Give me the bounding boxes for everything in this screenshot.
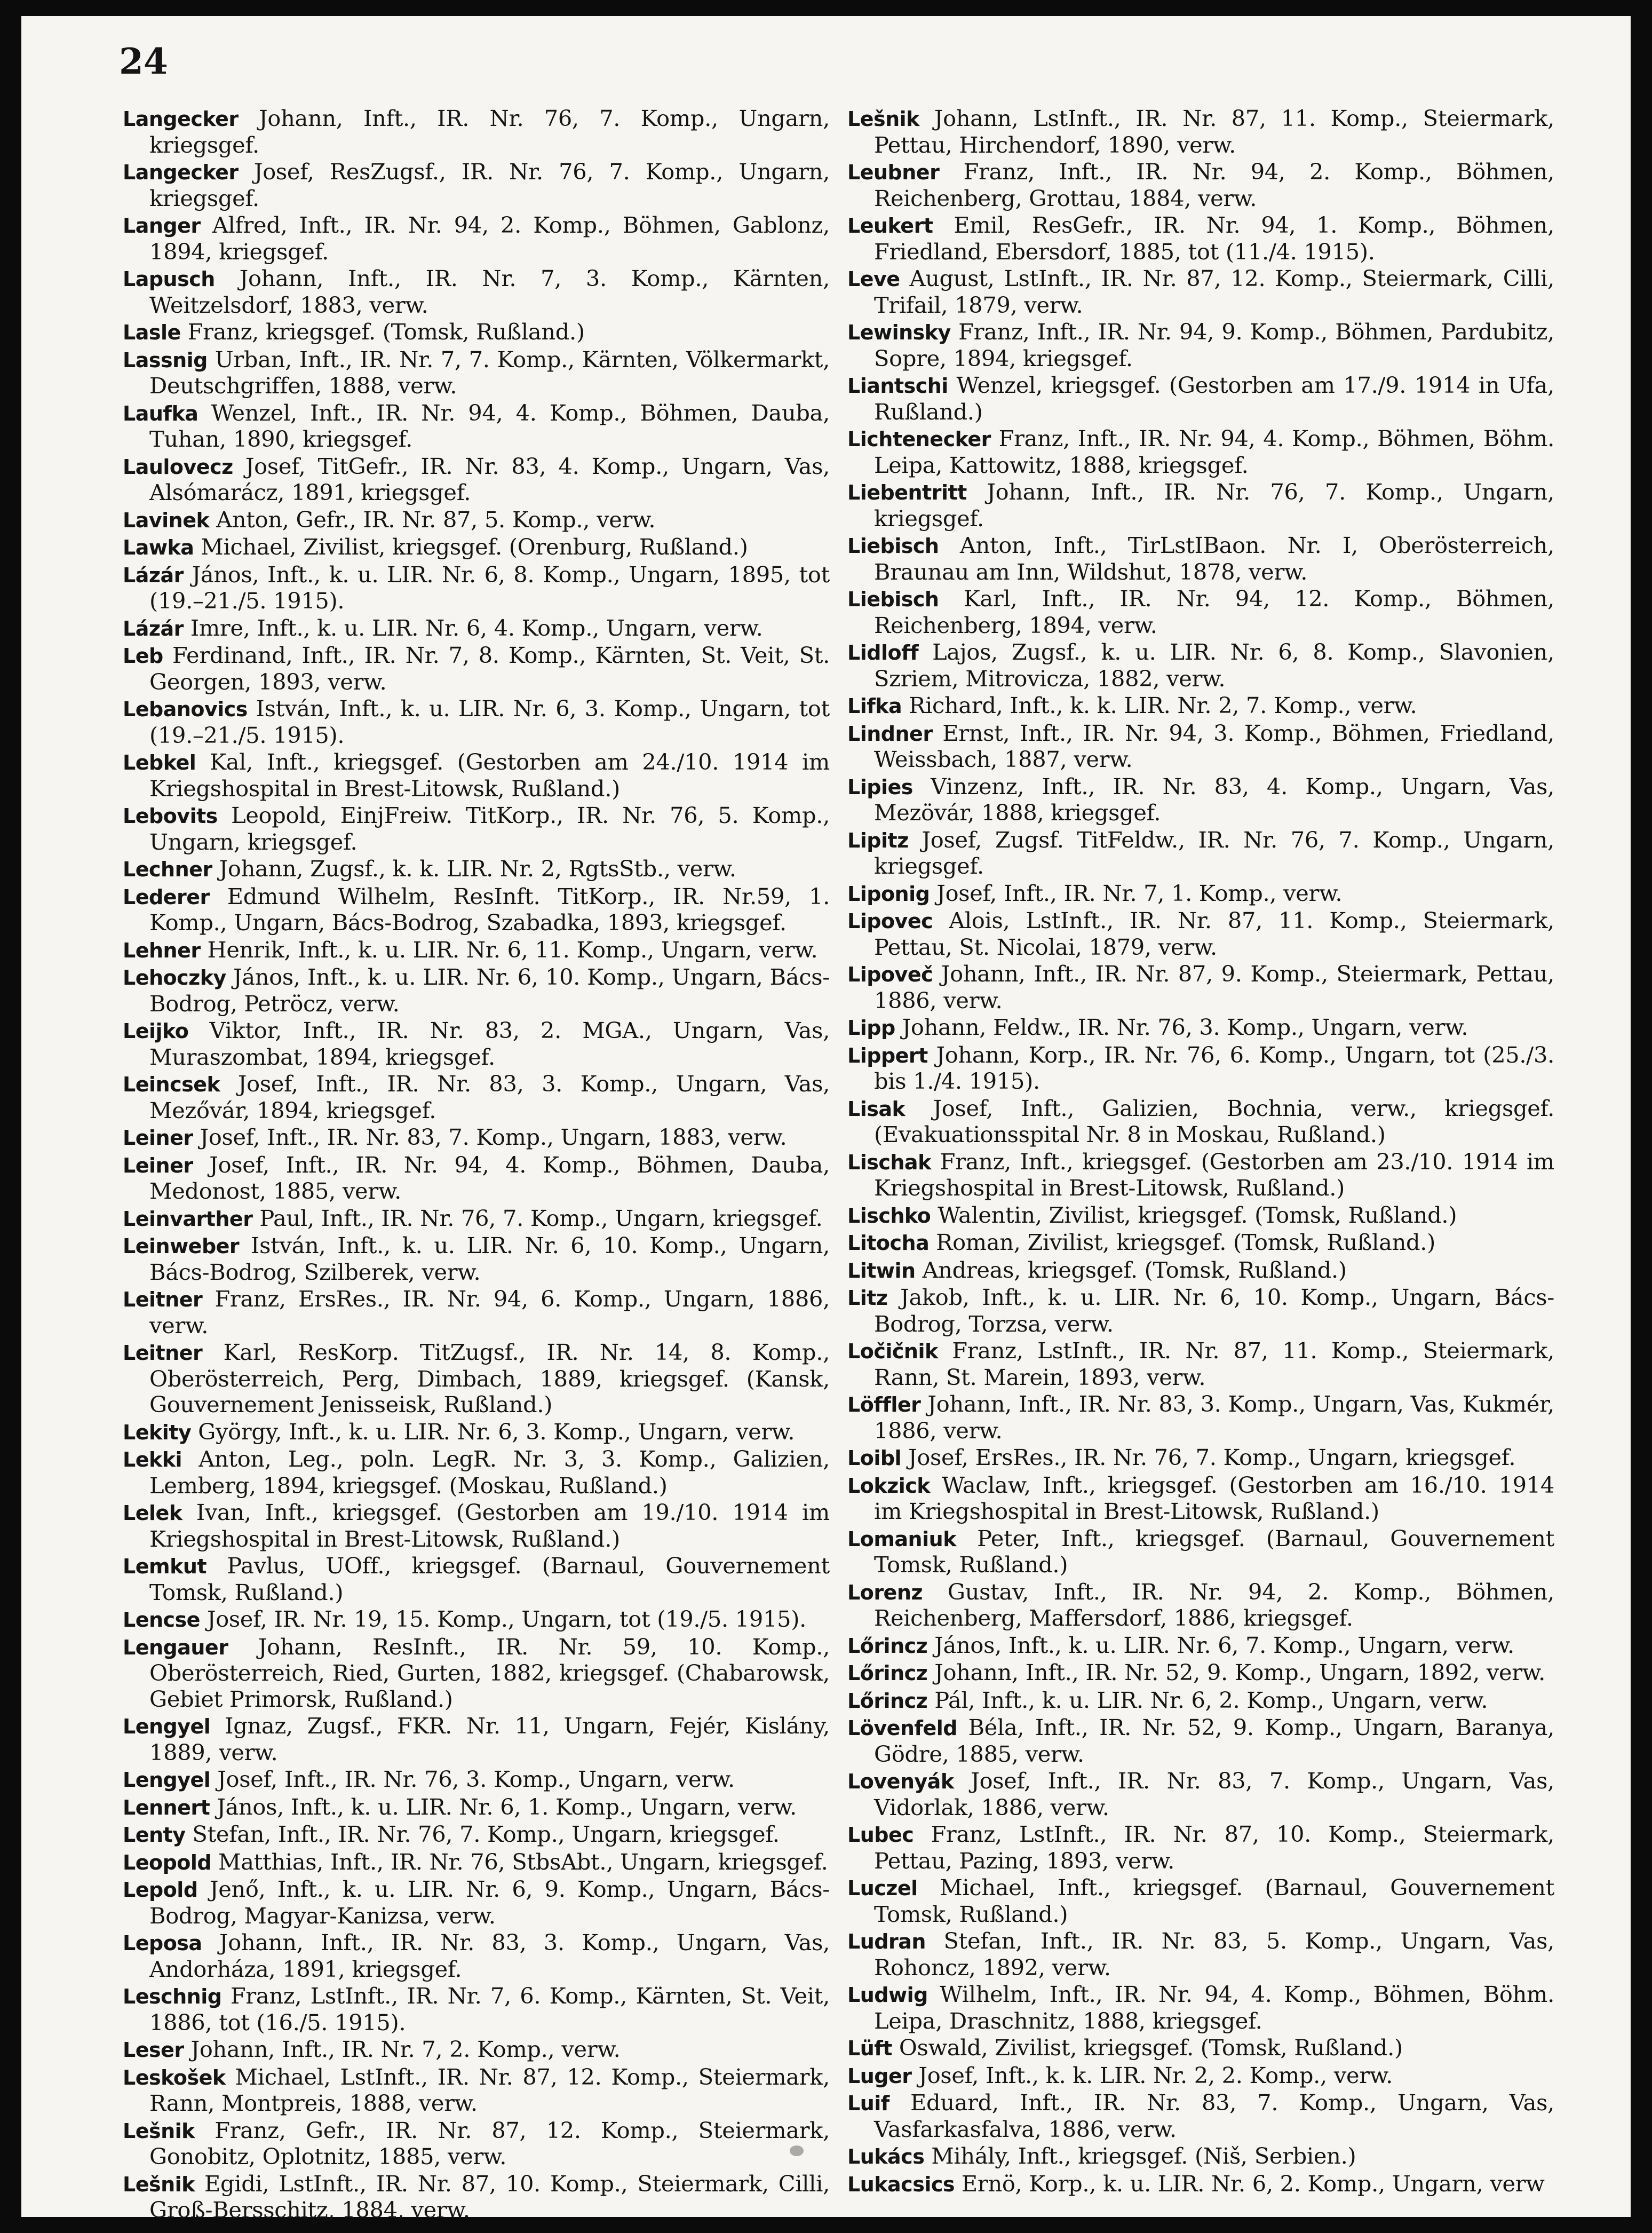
entry-surname: Lukács	[847, 2145, 925, 2168]
entry-surname: Lengyel	[123, 1768, 211, 1792]
register-entry	[847, 533, 1554, 585]
document-page	[21, 16, 1631, 2223]
entry-surname: Lubec	[847, 1823, 914, 1847]
entry-surname: Leukert	[847, 214, 933, 237]
entry-surname: Lőrincz	[847, 1689, 928, 1713]
register-entry	[847, 1768, 1554, 1820]
register-entry	[123, 1125, 830, 1151]
register-entry	[123, 1018, 830, 1070]
entry-surname: Leopold	[123, 1850, 212, 1874]
right-column	[847, 106, 1554, 2198]
entry-surname: Lencse	[123, 1608, 200, 1632]
entry-surname: Lehner	[123, 938, 201, 962]
entry-surname: Lischko	[847, 1203, 931, 1228]
register-entry	[123, 1849, 830, 1876]
register-entry	[123, 1876, 830, 1929]
entry-surname: Leve	[847, 267, 900, 291]
ink-smudge	[790, 2145, 804, 2156]
entry-details: Josef, Inft., IR. Nr. 83, 7. Komp., Ungarn, 1883, verw.	[200, 1124, 787, 1150]
entry-details: György, Inft., k. u. LIR. Nr. 6, 3. Komp., Ungarn, verw.	[198, 1418, 795, 1445]
register-entry	[847, 881, 1554, 907]
entry-surname: Lawka	[123, 536, 194, 559]
entry-details: Richard, Inft., k. k. LIR. Nr. 2, 7. Komp., verw.	[909, 692, 1417, 718]
entry-details: János, Inft., k. u. LIR. Nr. 6, 10. Komp., Ungarn, Bács-Bodrog, Petröcz, verw.	[149, 964, 830, 1017]
entry-surname: Luif	[847, 2092, 889, 2115]
entry-details: Franz, Inft., kriegsgef. (Gestorben am 23./10. 1914 im Kriegshospital in Brest-Litowsk, Rußland.)	[874, 1148, 1554, 1201]
entry-surname: Lőrincz	[847, 1661, 928, 1685]
register-entry	[847, 1715, 1554, 1767]
entry-surname: Liebisch	[847, 588, 939, 611]
entry-details: Alfred, Inft., IR. Nr. 94, 2. Komp., Böhmen, Gablonz, 1894, kriegsgef.	[149, 212, 830, 265]
entry-surname: Leiner	[123, 1126, 193, 1150]
entry-details: Pál, Inft., k. u. LIR. Nr. 6, 2. Komp., Ungarn, verw.	[934, 1686, 1488, 1713]
register-entry	[123, 106, 830, 158]
entry-surname: Ludwig	[847, 1983, 928, 2007]
register-entry	[847, 1257, 1554, 1284]
entry-details: Johann, ResInft., IR. Nr. 59, 10. Komp., Oberösterreich, Ried, Gurten, 1882, kriegsgef. (Chabarowsk, Gebiet Primorsk, Rußland.)	[149, 1633, 830, 1712]
entry-surname: Leser	[123, 2038, 184, 2062]
register-entry	[123, 266, 830, 318]
entry-surname: Leincsek	[123, 1073, 220, 1096]
register-entry	[847, 159, 1554, 211]
entry-surname: Lukacsics	[847, 2172, 955, 2196]
entry-details: János, Inft., k. u. LIR. Nr. 6, 1. Komp., Ungarn, verw.	[217, 1793, 797, 1820]
entry-details: Johann, Inft., IR. Nr. 83, 3. Komp., Ungarn, Vas, Andorháza, 1891, kriegsgef.	[149, 1929, 830, 1982]
register-entry	[847, 1338, 1554, 1390]
entry-details: Anton, Inft., TirLstIBaon. Nr. I, Oberösterreich, Braunau am Inn, Wildshut, 1878, verw.	[874, 532, 1554, 585]
entry-surname: Lokzick	[847, 1474, 931, 1498]
register-entry	[847, 639, 1554, 692]
entry-details: Wenzel, kriegsgef. (Gestorben am 17./9. 1914 in Ufa, Rußland.)	[874, 372, 1554, 425]
entry-surname: Lázár	[123, 563, 184, 587]
entry-details: Ernö, Korp., k. u. LIR. Nr. 6, 2. Komp., Ungarn, verw	[961, 2170, 1545, 2197]
entry-surname: Leitner	[123, 1288, 203, 1311]
entry-details: Josef, Inft., IR. Nr. 7, 1. Komp., verw.	[936, 880, 1343, 906]
entry-details: Franz, kriegsgef. (Tomsk, Rußland.)	[187, 319, 585, 345]
entry-surname: Lelek	[123, 1501, 182, 1525]
entry-surname: Lassnig	[123, 348, 208, 372]
entry-surname: Ludran	[847, 1930, 926, 1953]
entry-details: Anton, Leg., poln. LegR. Nr. 3, 3. Komp., Galizien, Lemberg, 1894, kriegsgef. (Moskau, Rußland.)	[149, 1446, 830, 1499]
entry-details: Michael, Inft., kriegsgef. (Barnaul, Gouvernement Tomsk, Rußland.)	[874, 1874, 1554, 1927]
entry-surname: Lippert	[847, 1043, 928, 1067]
entry-details: Josef, ErsRes., IR. Nr. 76, 7. Komp., Ungarn, kriegsgef.	[908, 1444, 1516, 1470]
register-entry	[847, 2171, 1554, 2198]
register-entry	[123, 1713, 830, 1765]
register-entry	[123, 1233, 830, 1285]
entry-details: Franz, ErsRes., IR. Nr. 94, 6. Komp., Ungarn, 1886, verw.	[149, 1286, 830, 1339]
entry-surname: Lichtenecker	[847, 427, 991, 451]
register-entry	[847, 1230, 1554, 1256]
register-entry	[847, 319, 1554, 371]
entry-details: Eduard, Inft., IR. Nr. 83, 7. Komp., Ungarn, Vas, Vasfarkasfalva, 1886, verw.	[874, 2089, 1554, 2142]
entry-surname: Laulovecz	[123, 455, 233, 479]
entry-surname: Lidloff	[847, 641, 919, 664]
register-entry	[123, 2118, 830, 2170]
entry-surname: Lekity	[123, 1420, 192, 1444]
register-entry	[847, 1875, 1554, 1927]
entry-surname: Leinweber	[123, 1234, 240, 1258]
register-entry	[847, 426, 1554, 478]
entry-surname: Lázár	[123, 616, 184, 640]
register-entry	[847, 1982, 1554, 2034]
entry-surname: Lemkut	[123, 1555, 207, 1578]
register-entry	[123, 696, 830, 748]
entry-details: Franz, Inft., IR. Nr. 94, 9. Komp., Böhmen, Pardubitz, Sopre, 1894, kriegsgef.	[874, 319, 1554, 371]
entry-details: Ivan, Inft., kriegsgef. (Gestorben am 19./10. 1914 im Kriegshospital in Brest-Litowsk, Rußland.)	[149, 1499, 830, 1552]
entry-details: Jenő, Inft., k. u. LIR. Nr. 6, 9. Komp., Ungarn, Bács-Bodrog, Magyar-Kanizsa, verw.	[149, 1876, 830, 1929]
entry-details: Viktor, Inft., IR. Nr. 83, 2. MGA., Ungarn, Vas, Muraszombat, 1894, kriegsgef.	[149, 1017, 830, 1070]
entry-surname: Lorenz	[847, 1580, 923, 1604]
entry-surname: Langecker	[123, 161, 239, 184]
entry-surname: Lipp	[847, 1016, 895, 1040]
register-entry	[123, 2064, 830, 2117]
entry-surname: Lewinsky	[847, 321, 951, 344]
register-entry	[847, 693, 1554, 719]
entry-surname: Liantschi	[847, 374, 948, 398]
entry-details: Anton, Gefr., IR. Nr. 87, 5. Komp., verw.	[216, 506, 656, 533]
register-entry	[123, 803, 830, 855]
register-entry	[123, 856, 830, 883]
register-entry	[123, 2037, 830, 2063]
entry-details: Gustav, Inft., IR. Nr. 94, 2. Komp., Böhmen, Reichenberg, Maffersdorf, 1886, kriegsgef.	[874, 1578, 1554, 1631]
register-entry	[123, 534, 830, 561]
register-entry	[847, 586, 1554, 638]
entry-surname: Lipies	[847, 775, 913, 799]
register-entry	[847, 2090, 1554, 2142]
register-entry	[847, 1526, 1554, 1578]
entry-details: Paul, Inft., IR. Nr. 76, 7. Komp., Ungarn, kriegsgef.	[259, 1205, 823, 1231]
register-entry	[847, 212, 1554, 265]
entry-details: Waclaw, Inft., kriegsgef. (Gestorben am 16./10. 1914 im Kriegshospital in Brest-Litowsk, Rußland.)	[874, 1471, 1554, 1524]
entry-details: Walentin, Zivilist, kriegsgef. (Tomsk, Rußland.)	[938, 1201, 1457, 1228]
entry-details: Josef, Inft., IR. Nr. 94, 4. Komp., Böhmen, Dauba, Medonost, 1885, verw.	[149, 1151, 830, 1204]
entry-details: János, Inft., k. u. LIR. Nr. 6, 8. Komp., Ungarn, 1895, tot (19.–21./5. 1915).	[149, 561, 830, 614]
entry-details: Henrik, Inft., k. u. LIR. Nr. 6, 11. Komp., Ungarn, verw.	[207, 936, 818, 963]
entry-details: Johann, Inft., IR. Nr. 52, 9. Komp., Ungarn, 1892, verw.	[934, 1659, 1545, 1685]
register-entry	[847, 1822, 1554, 1874]
entry-surname: Leskošek	[123, 2065, 226, 2089]
entry-surname: Lengauer	[123, 1635, 228, 1659]
entry-surname: Lešnik	[847, 107, 919, 131]
entry-surname: Lovenyák	[847, 1770, 954, 1793]
register-entry	[847, 373, 1554, 425]
entry-surname: Leinvarther	[123, 1207, 253, 1231]
register-entry	[123, 1767, 830, 1793]
entry-surname: Luger	[847, 2064, 912, 2088]
entry-details: Vinzenz, Inft., IR. Nr. 83, 4. Komp., Ungarn, Vas, Mezövár, 1888, kriegsgef.	[874, 773, 1554, 826]
entry-details: Oswald, Zivilist, kriegsgef. (Tomsk, Rußland.)	[899, 2034, 1403, 2061]
register-entry	[847, 1472, 1554, 1525]
entry-surname: Löffler	[847, 1393, 921, 1416]
entry-surname: Litwin	[847, 1258, 916, 1282]
register-entry	[847, 1202, 1554, 1229]
register-entry	[847, 266, 1554, 318]
entry-details: August, LstInft., IR. Nr. 87, 12. Komp., Steiermark, Cilli, Trifail, 1879, verw.	[874, 265, 1554, 318]
entry-details: Leopold, EinjFreiw. TitKorp., IR. Nr. 76, 5. Komp., Ungarn, kriegsgef.	[149, 802, 830, 855]
register-entry	[123, 615, 830, 642]
register-entry	[123, 562, 830, 614]
register-entry	[123, 1606, 830, 1633]
entry-surname: Ločičnik	[847, 1340, 938, 1363]
entry-details: Kal, Inft., kriegsgef. (Gestorben am 24./10. 1914 im Kriegshospital in Brest-Litowsk, Rußland.)	[149, 749, 830, 802]
entry-details: István, Inft., k. u. LIR. Nr. 6, 3. Komp., Ungarn, tot (19.–21./5. 1915).	[149, 695, 830, 748]
entry-details: Béla, Inft., IR. Nr. 52, 9. Komp., Ungarn, Baranya, Gödre, 1885, verw.	[874, 1714, 1554, 1767]
entry-surname: Lindner	[847, 722, 933, 746]
entry-surname: Laufka	[123, 401, 198, 425]
entry-details: Ferdinand, Inft., IR. Nr. 7, 8. Komp., Kärnten, St. Veit, St. Georgen, 1893, verw.	[149, 642, 830, 695]
entry-details: Urban, Inft., IR. Nr. 7, 7. Komp., Kärnten, Völkermarkt, Deutschgriffen, 1888, verw.	[149, 346, 830, 399]
register-entry	[847, 1633, 1554, 1659]
entry-details: Wenzel, Inft., IR. Nr. 94, 4. Komp., Böhmen, Dauba, Tuhan, 1890, kriegsgef.	[149, 399, 830, 452]
entry-surname: Lebanovics	[123, 698, 248, 721]
entry-surname: Lifka	[847, 694, 902, 718]
entry-details: Johann, Inft., IR. Nr. 83, 3. Komp., Ungarn, Vas, Kukmér, 1886, verw.	[874, 1391, 1554, 1444]
entry-surname: Leijko	[123, 1019, 189, 1043]
entry-surname: Lipitz	[847, 828, 909, 852]
register-entry	[123, 2171, 830, 2223]
entry-details: Johann, Inft., IR. Nr. 76, 7. Komp., Ungarn, kriegsgef.	[874, 479, 1554, 532]
register-entry	[847, 961, 1554, 1013]
register-entry	[847, 106, 1554, 158]
register-entry	[847, 1391, 1554, 1444]
register-entry	[847, 1285, 1554, 1337]
entry-surname: Lőrincz	[847, 1634, 928, 1658]
entry-details: Lajos, Zugsf., k. u. LIR. Nr. 6, 8. Komp., Slavonien, Szriem, Mitrovicza, 1882, verw.	[874, 639, 1554, 692]
entry-details: Franz, LstInft., IR. Nr. 87, 10. Komp., Steiermark, Pettau, Pazing, 1893, verw.	[874, 1821, 1554, 1874]
entry-details: Josef, Zugsf. TitFeldw., IR. Nr. 76, 7. Komp., Ungarn, kriegsgef.	[874, 826, 1554, 879]
entry-surname: Lüft	[847, 2037, 892, 2060]
entry-surname: Lechner	[123, 858, 212, 881]
entry-surname: Langer	[123, 214, 201, 237]
entry-surname: Lennert	[123, 1795, 210, 1819]
entry-details: Johann, Korp., IR. Nr. 76, 6. Komp., Ungarn, tot (25./3. bis 1./4. 1915).	[874, 1041, 1554, 1094]
entry-surname: Leschnig	[123, 1985, 222, 2008]
entry-details: Franz, Inft., IR. Nr. 94, 4. Komp., Böhmen, Böhm. Leipa, Kattowitz, 1888, kriegsgef.	[874, 425, 1554, 478]
entry-details: Johann, Inft., IR. Nr. 87, 9. Komp., Steiermark, Pettau, 1886, verw.	[874, 961, 1554, 1013]
entry-surname: Lekki	[123, 1448, 182, 1471]
entry-surname: Leb	[123, 644, 163, 668]
entry-details: Franz, Gefr., IR. Nr. 87, 12. Komp., Steiermark, Gonobitz, Oplotnitz, 1885, verw.	[149, 2117, 830, 2169]
register-entry	[123, 1983, 830, 2036]
register-entry	[123, 454, 830, 506]
register-entry	[123, 749, 830, 802]
register-entry	[123, 1152, 830, 1205]
entry-details: Michael, Zivilist, kriegsgef. (Orenburg, Rußland.)	[201, 534, 748, 560]
entry-surname: Lešnik	[123, 2172, 195, 2196]
entry-details: Franz, LstInft., IR. Nr. 7, 6. Komp., Kärnten, St. Veit, 1886, tot (16./5. 1915).	[149, 1983, 830, 2036]
entry-surname: Lasle	[123, 321, 181, 344]
entry-surname: Langecker	[123, 107, 239, 131]
register-entry	[123, 212, 830, 265]
entry-details: Johann, LstInft., IR. Nr. 87, 11. Komp., Steiermark, Pettau, Hirchendorf, 1890, verw.	[874, 105, 1554, 158]
entry-details: Ignaz, Zugsf., FKR. Nr. 11, Ungarn, Fejér, Kislány, 1889, verw.	[149, 1713, 830, 1765]
register-entry	[123, 1500, 830, 1552]
register-entry	[847, 1015, 1554, 1041]
entry-details: Roman, Zivilist, kriegsgef. (Tomsk, Rußland.)	[936, 1229, 1436, 1255]
entry-details: Andreas, kriegsgef. (Tomsk, Rußland.)	[922, 1256, 1347, 1283]
register-entry	[123, 1071, 830, 1123]
entry-surname: Liponig	[847, 882, 930, 906]
entry-details: Josef, Inft., k. k. LIR. Nr. 2, 2. Komp., verw.	[918, 2062, 1393, 2088]
register-entry	[847, 1928, 1554, 1981]
entry-details: Stefan, Inft., IR. Nr. 76, 7. Komp., Ungarn, kriegsgef.	[192, 1821, 780, 1847]
entry-surname: Lövenfeld	[847, 1716, 957, 1740]
entry-details: Johann, Zugsf., k. k. LIR. Nr. 2, RgtsStb., verw.	[219, 856, 736, 882]
register-entry	[123, 1794, 830, 1821]
entry-surname: Litocha	[847, 1231, 930, 1255]
register-entry	[123, 347, 830, 399]
entry-surname: Loibl	[847, 1446, 902, 1470]
entry-details: István, Inft., k. u. LIR. Nr. 6, 10. Komp., Ungarn, Bács-Bodrog, Szilberek, verw.	[149, 1232, 830, 1285]
entry-surname: Lešnik	[123, 2119, 195, 2143]
entry-surname: Lischak	[847, 1150, 931, 1174]
entry-details: Josef, Inft., IR. Nr. 83, 3. Komp., Ungarn, Vas, Mezővár, 1894, kriegsgef.	[149, 1071, 830, 1123]
register-entry	[847, 1042, 1554, 1095]
register-entry	[123, 507, 830, 534]
entry-details: Johann, Inft., IR. Nr. 76, 7. Komp., Ungarn, kriegsgef.	[149, 105, 830, 158]
entry-surname: Lenty	[123, 1823, 186, 1847]
entry-surname: Liebentritt	[847, 481, 967, 504]
entry-details: Franz, Inft., IR. Nr. 94, 2. Komp., Böhmen, Reichenberg, Grottau, 1884, verw.	[874, 159, 1554, 211]
entry-surname: Lavinek	[123, 508, 210, 532]
entry-details: Josef, TitGefr., IR. Nr. 83, 4. Komp., Ungarn, Vas, Alsómarácz, 1891, kriegsgef.	[149, 453, 830, 505]
entry-surname: Litz	[847, 1286, 888, 1310]
register-entry	[123, 1930, 830, 1982]
register-entry	[847, 479, 1554, 532]
register-entry	[123, 884, 830, 936]
register-entry	[847, 720, 1554, 773]
entry-details: Imre, Inft., k. u. LIR. Nr. 6, 4. Komp., Ungarn, verw.	[190, 614, 763, 641]
entry-surname: Luczel	[847, 1876, 918, 1900]
register-entry	[847, 2035, 1554, 2062]
entry-details: János, Inft., k. u. LIR. Nr. 6, 7. Komp., Ungarn, verw.	[934, 1632, 1514, 1658]
entry-details: Johann, Inft., IR. Nr. 7, 3. Komp., Kärnten, Weitzelsdorf, 1883, verw.	[149, 265, 830, 318]
register-entry	[847, 2063, 1554, 2089]
register-entry	[123, 937, 830, 964]
entry-details: Wilhelm, Inft., IR. Nr. 94, 4. Komp., Böhmen, Böhm. Leipa, Draschnitz, 1888, kriegsgef.	[874, 1981, 1554, 2034]
register-entry	[123, 1340, 830, 1418]
left-column	[123, 106, 830, 2224]
register-entry	[847, 774, 1554, 826]
entry-details: Josef, Inft., IR. Nr. 76, 3. Komp., Ungarn, verw.	[217, 1766, 735, 1792]
register-entry	[847, 2143, 1554, 2170]
entry-surname: Lebkel	[123, 751, 196, 774]
entry-details: Josef, Inft., Galizien, Bochnia, verw., kriegsgef. (Evakuationsspital Nr. 8 in Moskau, Rußland.)	[874, 1095, 1554, 1147]
entry-surname: Lebovits	[123, 804, 218, 828]
register-entry	[123, 1419, 830, 1446]
entry-details: Karl, ResKorp. TitZugsf., IR. Nr. 14, 8. Komp., Oberösterreich, Perg, Dimbach, 1889, kriegsgef. (Kansk, Gouvernement Jenisseisk, Rußland.)	[149, 1339, 830, 1418]
entry-details: Egidi, LstInft., IR. Nr. 87, 10. Komp., Steiermark, Cilli, Groß-Bersschitz, 1884, verw.	[149, 2170, 830, 2223]
entry-surname: Lehoczky	[123, 966, 226, 989]
entry-surname: Lisak	[847, 1097, 906, 1121]
page-number: 24	[119, 41, 168, 82]
entry-details: Josef, Inft., IR. Nr. 83, 7. Komp., Ungarn, Vas, Vidorlak, 1886, verw.	[874, 1768, 1554, 1820]
register-entry	[847, 1096, 1554, 1148]
entry-surname: Liebisch	[847, 534, 939, 558]
register-entry	[847, 1688, 1554, 1714]
register-entry	[847, 908, 1554, 960]
register-entry	[847, 1445, 1554, 1471]
entry-details: Pavlus, UOff., kriegsgef. (Barnaul, Gouvernement Tomsk, Rußland.)	[149, 1553, 830, 1605]
register-entry	[847, 1579, 1554, 1632]
entry-surname: Leiner	[123, 1153, 193, 1177]
entry-details: Karl, Inft., IR. Nr. 94, 12. Komp., Böhmen, Reichenberg, 1894, verw.	[874, 585, 1554, 638]
entry-details: Jakob, Inft., k. u. LIR. Nr. 6, 10. Komp., Ungarn, Bács-Bodrog, Torzsa, verw.	[874, 1284, 1554, 1337]
entry-surname: Leposa	[123, 1931, 202, 1955]
entry-details: Johann, Feldw., IR. Nr. 76, 3. Komp., Ungarn, verw.	[902, 1014, 1468, 1040]
entry-surname: Leitner	[123, 1341, 203, 1365]
register-entry	[123, 1822, 830, 1848]
register-entry	[123, 1634, 830, 1713]
entry-surname: Lomaniuk	[847, 1527, 956, 1551]
entry-details: Josef, IR. Nr. 19, 15. Komp., Ungarn, tot (19./5. 1915).	[206, 1606, 807, 1632]
entry-surname: Leubner	[847, 161, 940, 184]
register-entry	[847, 1149, 1554, 1201]
entry-details: Alois, LstInft., IR. Nr. 87, 11. Komp., Steiermark, Pettau, St. Nicolai, 1879, verw.	[874, 907, 1554, 960]
register-entry	[847, 827, 1554, 880]
register-entry	[123, 319, 830, 346]
register-entry	[123, 1553, 830, 1605]
entry-details: Peter, Inft., kriegsgef. (Barnaul, Gouvernement Tomsk, Rußland.)	[874, 1525, 1554, 1578]
entry-details: Emil, ResGefr., IR. Nr. 94, 1. Komp., Böhmen, Friedland, Ebersdorf, 1885, tot (11./4. 1915).	[874, 212, 1554, 265]
entry-details: Matthias, Inft., IR. Nr. 76, StbsAbt., Ungarn, kriegsgef.	[218, 1848, 828, 1875]
entry-surname: Lapusch	[123, 267, 215, 291]
entry-details: Stefan, Inft., IR. Nr. 83, 5. Komp., Ungarn, Vas, Rohoncz, 1892, verw.	[874, 1928, 1554, 1981]
register-entry	[123, 643, 830, 695]
entry-details: Josef, ResZugsf., IR. Nr. 76, 7. Komp., Ungarn, kriegsgef.	[149, 159, 830, 211]
entry-surname: Lipoveč	[847, 963, 933, 986]
entry-details: Ernst, Inft., IR. Nr. 94, 3. Komp., Böhmen, Friedland, Weissbach, 1887, verw.	[874, 719, 1554, 772]
register-entry	[123, 1206, 830, 1232]
entry-details: Edmund Wilhelm, ResInft. TitKorp., IR. Nr.59, 1. Komp., Ungarn, Bács-Bodrog, Szabadka, 1893, kriegsgef.	[149, 883, 830, 936]
register-entry	[123, 964, 830, 1017]
register-entry	[847, 1660, 1554, 1686]
register-entry	[123, 400, 830, 453]
entry-surname: Lipovec	[847, 909, 933, 933]
entry-surname: Lepold	[123, 1878, 198, 1902]
entry-details: Michael, LstInft., IR. Nr. 87, 12. Komp., Steiermark, Rann, Montpreis, 1888, verw.	[149, 2063, 830, 2116]
entry-details: Johann, Inft., IR. Nr. 7, 2. Komp., verw.	[190, 2036, 621, 2062]
register-entry	[123, 1446, 830, 1499]
entry-surname: Lengyel	[123, 1715, 211, 1738]
entry-details: Franz, LstInft., IR. Nr. 87, 11. Komp., Steiermark, Rann, St. Marein, 1893, verw.	[874, 1337, 1554, 1390]
entry-surname: Lederer	[123, 885, 210, 909]
register-entry	[123, 159, 830, 211]
register-entry	[123, 1286, 830, 1339]
entry-details: Mihály, Inft., kriegsgef. (Niš, Serbien.)	[931, 2143, 1356, 2169]
